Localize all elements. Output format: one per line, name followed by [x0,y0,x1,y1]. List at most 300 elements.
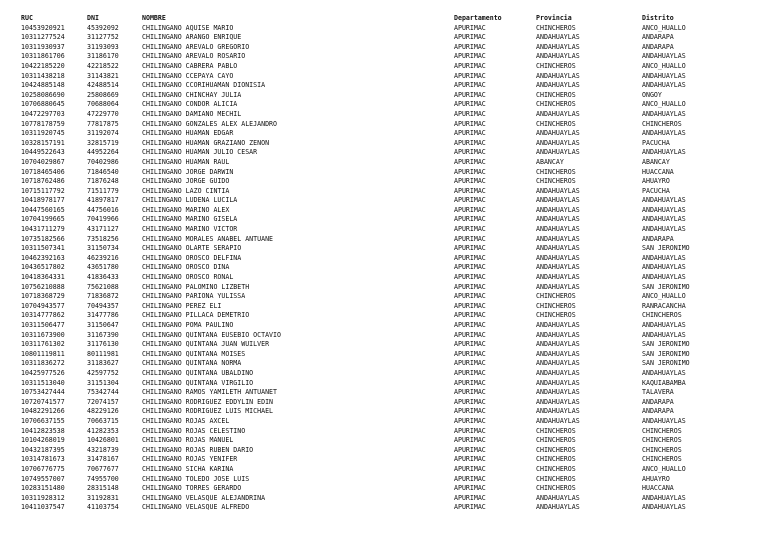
provincia-cell: ANDAHUAYLAS [536,225,580,234]
distrito-cell: ANDAHUAYLAS [642,109,686,118]
departamento-cell: APURIMAC [454,378,486,387]
distrito-cell: ANDAHUAYLAS [642,225,686,234]
nombre-cell: CHILINGANO POMA PAULINO [142,321,234,329]
nombre-cell: CHILINGANO CCEPAYA CAYO [142,71,234,80]
departamento-cell: APURIMAC [454,349,486,358]
distrito-cell: ANCO_HUALLO [642,100,686,109]
table-row [21,177,762,187]
provincia-cell: ANDAHUAYLAS [536,215,580,224]
provincia-cell: ANDAHUAYLAS [536,253,580,262]
departamento-cell: APURIMAC [454,205,486,214]
ruc-cell: 10704029867 [21,157,65,166]
distrito-cell: ANDAHUAYLAS [642,129,686,138]
table-row [21,91,762,101]
dni-cell: 41836433 [87,273,119,282]
ruc-cell: 10412823538 [21,426,65,435]
table-row [21,206,762,216]
header-distrito: Distrito [642,14,674,22]
nombre-cell: CHILINGANO CCORIHUAMAN DIONISIA [142,81,266,90]
ruc-cell: 10432187395 [21,445,65,454]
ruc-cell: 10718465406 [21,167,65,176]
distrito-cell: ANDARAPA [642,234,674,243]
departamento-cell: APURIMAC [454,311,486,320]
ruc-cell: 10311836272 [21,359,65,368]
table-row [21,62,762,72]
table-row [21,311,762,321]
nombre-cell: CHILINGANO CHINCHAY JULIA [142,90,242,99]
provincia-cell: CHINCHEROS [536,445,576,454]
table-row [21,158,762,168]
departamento-cell: APURIMAC [454,474,486,483]
departamento-cell: APURIMAC [454,100,486,109]
provincia-cell: CHINCHEROS [536,119,576,128]
nombre-cell: CHILINGANO RODRIGUEZ LUIS MICHAEL [142,407,274,416]
table-row [21,43,762,53]
departamento-cell: APURIMAC [454,282,486,291]
departamento-cell: APURIMAC [454,330,486,339]
distrito-cell: CHINCHEROS [642,311,682,320]
departamento-cell: APURIMAC [454,225,486,234]
dni-cell: 72074157 [87,397,119,406]
provincia-cell: ANDAHUAYLAS [536,234,580,243]
distrito-cell: ANDAHUAYLAS [642,215,686,224]
dni-cell: 42488514 [87,81,119,90]
dni-cell: 28315148 [87,484,119,493]
distrito-cell: ANDAHUAYLAS [642,493,686,502]
ruc-cell: 10411037547 [21,503,65,512]
ruc-cell: 10704199665 [21,215,65,224]
dni-cell: 31150647 [87,321,119,329]
distrito-cell: AHUAYRO [642,177,670,186]
nombre-cell: CHILINGANO SICHA KARINA [142,464,234,473]
distrito-cell: ANDAHUAYLAS [642,205,686,214]
distrito-cell: AHUAYRO [642,474,670,483]
dni-cell: 31176130 [87,340,119,349]
nombre-cell: CHILINGANO CABRERA PABLO [142,61,238,70]
departamento-cell: APURIMAC [454,503,486,512]
table-row [21,465,762,475]
departamento-cell: APURIMAC [454,388,486,397]
distrito-cell: ANDAHUAYLAS [642,273,686,282]
ruc-cell: 10311920745 [21,129,65,138]
dni-cell: 31143821 [87,71,119,80]
distrito-cell: ANDAHUAYLAS [642,503,686,512]
table-row [21,283,762,293]
dni-cell: 10426801 [87,436,119,445]
ruc-cell: 10482291266 [21,407,65,416]
departamento-cell: APURIMAC [454,177,486,186]
nombre-cell: CHILINGANO ROJAS YENIFER [142,455,238,464]
ruc-cell: 10447560165 [21,205,65,214]
ruc-cell: 10258086690 [21,90,65,99]
dni-cell: 70419966 [87,215,119,224]
distrito-cell: SAN JERONIMO [642,359,690,368]
departamento-cell: APURIMAC [454,436,486,445]
table-row [21,72,762,82]
provincia-cell: ANDAHUAYLAS [536,42,580,51]
provincia-cell: CHINCHEROS [536,61,576,70]
dni-cell: 32815719 [87,138,119,147]
table-row [21,359,762,369]
dni-cell: 31167390 [87,330,119,339]
provincia-cell: CHINCHEROS [536,90,576,99]
dni-cell: 43171127 [87,225,119,234]
nombre-cell: CHILINGANO HUAMAN JULIO CESAR [142,148,258,157]
nombre-cell: CHILINGANO QUINTANA NORMA [142,359,242,368]
provincia-cell: CHINCHEROS [536,464,576,473]
table-row [21,292,762,302]
table-row [21,417,762,427]
distrito-cell: SAN JERONIMO [642,340,690,349]
table-row [21,369,762,379]
table-row [21,475,762,485]
provincia-cell: ANDAHUAYLAS [536,416,580,425]
provincia-cell: CHINCHEROS [536,167,576,176]
header-provincia: Provincia [536,14,572,22]
provincia-cell: ANDAHUAYLAS [536,205,580,214]
departamento-cell: APURIMAC [454,455,486,464]
provincia-cell: ANDAHUAYLAS [536,503,580,512]
departamento-cell: APURIMAC [454,445,486,454]
provincia-cell: ANDAHUAYLAS [536,52,580,61]
provincia-cell: ANDAHUAYLAS [536,33,580,42]
provincia-cell: CHINCHEROS [536,455,576,464]
dni-cell: 31127752 [87,33,119,42]
dni-cell: 70677677 [87,464,119,473]
dni-cell: 71836872 [87,292,119,301]
distrito-cell: RANRACANCHA [642,301,686,310]
departamento-cell: APURIMAC [454,292,486,301]
distrito-cell: ANDAHUAYLAS [642,416,686,425]
departamento-cell: APURIMAC [454,253,486,262]
distrito-cell: CHINCHEROS [642,119,682,128]
table-row [21,436,762,446]
table-row [21,196,762,206]
provincia-cell: CHINCHEROS [536,484,576,493]
departamento-cell: APURIMAC [454,426,486,435]
departamento-cell: APURIMAC [454,157,486,166]
provincia-cell: CHINCHEROS [536,426,576,435]
departamento-cell: APURIMAC [454,416,486,425]
dni-cell: 31183627 [87,359,119,368]
departamento-cell: APURIMAC [454,397,486,406]
dni-cell: 44756016 [87,205,119,214]
departamento-cell: APURIMAC [454,263,486,272]
departamento-cell: APURIMAC [454,493,486,502]
provincia-cell: ANDAHUAYLAS [536,493,580,502]
provincia-cell: CHINCHEROS [536,301,576,310]
dni-cell: 75342744 [87,388,119,397]
table-row [21,187,762,197]
table-row [21,331,762,341]
ruc-cell: 10720741577 [21,397,65,406]
distrito-cell: ANDAHUAYLAS [642,263,686,272]
departamento-cell: APURIMAC [454,90,486,99]
distrito-cell: CHINCHEROS [642,426,682,435]
table-row [21,81,762,91]
dni-cell: 31193093 [87,42,119,51]
distrito-cell: ANDARAPA [642,407,674,416]
distrito-cell: ANDARAPA [642,397,674,406]
ruc-cell: 10418978177 [21,196,65,205]
ruc-cell: 10311513040 [21,378,65,387]
header-departamento: Departamento [454,14,502,22]
dni-cell: 31151304 [87,378,119,387]
nombre-cell: CHILINGANO ROJAS CELESTINO [142,426,246,435]
distrito-cell: HUACCANA [642,167,674,176]
table-row [21,225,762,235]
nombre-cell: CHILINGANO HUAMAN RAUL [142,157,230,166]
provincia-cell: ANDAHUAYLAS [536,263,580,272]
departamento-cell: APURIMAC [454,119,486,128]
ruc-table [21,14,762,513]
table-row [21,398,762,408]
nombre-cell: CHILINGANO VELASQUE ALEJANDRINA [142,493,266,502]
nombre-cell: CHILINGANO MARIÑO ALEX [142,205,230,214]
provincia-cell: ANDAHUAYLAS [536,368,580,377]
departamento-cell: APURIMAC [454,23,486,32]
ruc-cell: 10311861706 [21,52,65,61]
departamento-cell: APURIMAC [454,407,486,416]
table-row [21,388,762,398]
nombre-cell: CHILINGANO AREVALO ROSARIO [142,52,246,61]
header-row [21,14,762,24]
nombre-cell: CHILINGANO AREVALO GREGORIO [142,42,250,51]
nombre-cell: CHILINGANO PILLACA DEMETRIO [142,311,250,320]
departamento-cell: APURIMAC [454,484,486,493]
table-row [21,407,762,417]
nombre-cell: CHILINGANO MARIÑO GISELA [142,215,238,224]
dni-cell: 70402986 [87,157,119,166]
departamento-cell: APURIMAC [454,52,486,61]
nombre-cell: CHILINGANO AQUISE MARIO [142,23,234,32]
distrito-cell: SAN JERONIMO [642,244,690,253]
distrito-cell: ANDAHUAYLAS [642,148,686,157]
departamento-cell: APURIMAC [454,321,486,329]
table-row [21,244,762,254]
table-row [21,446,762,456]
departamento-cell: APURIMAC [454,71,486,80]
nombre-cell: CHILINGANO OROSCO DELFINA [142,253,242,262]
provincia-cell: ANDAHUAYLAS [536,109,580,118]
departamento-cell: APURIMAC [454,186,486,195]
ruc-cell: 10704943577 [21,301,65,310]
departamento-cell: APURIMAC [454,148,486,157]
ruc-cell: 10311761302 [21,340,65,349]
table-row [21,254,762,264]
nombre-cell: CHILINGANO LAZO CINTIA [142,186,230,195]
provincia-cell: ANDAHUAYLAS [536,273,580,282]
distrito-cell: PACUCHA [642,186,670,195]
dni-cell: 31477786 [87,311,119,320]
table-row [21,120,762,130]
table-row [21,100,762,110]
nombre-cell: CHILINGANO TORRES GERARDO [142,484,242,493]
table-row [21,379,762,389]
provincia-cell: CHINCHEROS [536,311,576,320]
distrito-cell: ANCO_HUALLO [642,61,686,70]
departamento-cell: APURIMAC [454,273,486,282]
table-row [21,129,762,139]
departamento-cell: APURIMAC [454,244,486,253]
ruc-cell: 10311930937 [21,42,65,51]
departamento-cell: APURIMAC [454,368,486,377]
nombre-cell: CHILINGANO PALOMINO LIZBETH [142,282,250,291]
nombre-cell: CHILINGANO TOLEDO JOSE LUIS [142,474,250,483]
distrito-cell: ANDAHUAYLAS [642,368,686,377]
provincia-cell: CHINCHEROS [536,23,576,32]
dni-cell: 70494357 [87,301,119,310]
ruc-cell: 10756210888 [21,282,65,291]
ruc-cell: 10311507341 [21,244,65,253]
nombre-cell: CHILINGANO PEREZ ELI [142,301,222,310]
ruc-cell: 10753427444 [21,388,65,397]
nombre-cell: CHILINGANO QUINTANA UBALDINO [142,368,254,377]
departamento-cell: APURIMAC [454,109,486,118]
dni-cell: 71876248 [87,177,119,186]
dni-cell: 70688064 [87,100,119,109]
distrito-cell: ANDAHUAYLAS [642,52,686,61]
table-row [21,168,762,178]
distrito-cell: ANDAHUAYLAS [642,321,686,329]
provincia-cell: ANDAHUAYLAS [536,148,580,157]
ruc-cell: 10422185220 [21,61,65,70]
departamento-cell: APURIMAC [454,61,486,70]
nombre-cell: CHILINGANO ROJAS AXCEL [142,416,230,425]
provincia-cell: ANDAHUAYLAS [536,359,580,368]
ruc-cell: 10706880645 [21,100,65,109]
departamento-cell: APURIMAC [454,215,486,224]
nombre-cell: CHILINGANO QUINTANA EUSEBIO OCTAVIO [142,330,281,339]
table-row [21,33,762,43]
provincia-cell: ANDAHUAYLAS [536,330,580,339]
dni-cell: 41282353 [87,426,119,435]
table-row [21,302,762,312]
table-row [21,494,762,504]
ruc-cell: 10104268019 [21,436,65,445]
nombre-cell: CHILINGANO OROSCO RONAL [142,273,234,282]
dni-cell: 25808669 [87,90,119,99]
provincia-cell: ANDAHUAYLAS [536,407,580,416]
distrito-cell: ABANCAY [642,157,670,166]
dni-cell: 42597752 [87,368,119,377]
nombre-cell: CHILINGANO RAMOS YAMILETH ANTUANET [142,388,277,397]
ruc-cell: 10311673900 [21,330,65,339]
distrito-cell: ANDAHUAYLAS [642,196,686,205]
table-row [21,263,762,273]
dni-cell: 74955700 [87,474,119,483]
provincia-cell: CHINCHEROS [536,177,576,186]
ruc-cell: 10418364331 [21,273,65,282]
table-row [21,455,762,465]
distrito-cell: ONGOY [642,90,662,99]
departamento-cell: APURIMAC [454,340,486,349]
table-row [21,484,762,494]
nombre-cell: CHILINGANO JORGE DARWIN [142,167,234,176]
ruc-cell: 10311928312 [21,493,65,502]
departamento-cell: APURIMAC [454,138,486,147]
departamento-cell: APURIMAC [454,42,486,51]
dni-cell: 31478167 [87,455,119,464]
dni-cell: 43651780 [87,263,119,272]
distrito-cell: PACUCHA [642,138,670,147]
distrito-cell: ANDAHUAYLAS [642,253,686,262]
nombre-cell: CHILINGANO GONZALES ALEX ALEJANDRO [142,119,277,128]
table-row [21,273,762,283]
dni-cell: 31192074 [87,129,119,138]
dni-cell: 70663715 [87,416,119,425]
dni-cell: 71511779 [87,186,119,195]
dni-cell: 46239216 [87,253,119,262]
provincia-cell: ANDAHUAYLAS [536,81,580,90]
dni-cell: 48229126 [87,407,119,416]
ruc-cell: 10449522643 [21,148,65,157]
nombre-cell: CHILINGANO HUAMAN GRAZIANO ZENON [142,138,270,147]
nombre-cell: CHILINGANO CONDOR ALICIA [142,100,238,109]
ruc-cell: 10311277524 [21,33,65,42]
nombre-cell: CHILINGANO VELASQUE ALFREDO [142,503,250,512]
table-row [21,427,762,437]
dni-cell: 31186170 [87,52,119,61]
provincia-cell: ANDAHUAYLAS [536,349,580,358]
dni-cell: 31192831 [87,493,119,502]
dni-cell: 31150734 [87,244,119,253]
provincia-cell: ANDAHUAYLAS [536,244,580,253]
provincia-cell: ANDAHUAYLAS [536,138,580,147]
provincia-cell: CHINCHEROS [536,474,576,483]
ruc-cell: 10735182566 [21,234,65,243]
dni-cell: 77817875 [87,119,119,128]
departamento-cell: APURIMAC [454,359,486,368]
header-dni: DNI [87,14,99,22]
table-row [21,503,762,513]
distrito-cell: SAN JERONIMO [642,282,690,291]
provincia-cell: ANDAHUAYLAS [536,397,580,406]
table-row [21,24,762,34]
ruc-cell: 10718762486 [21,177,65,186]
ruc-cell: 10462392163 [21,253,65,262]
table-row [21,350,762,360]
ruc-cell: 10706637155 [21,416,65,425]
departamento-cell: APURIMAC [454,129,486,138]
distrito-cell: SAN JERONIMO [642,349,690,358]
ruc-cell: 10715117792 [21,186,65,195]
ruc-cell: 10749557007 [21,474,65,483]
ruc-cell: 10314781673 [21,455,65,464]
distrito-cell: CHINCHEROS [642,436,682,445]
ruc-cell: 10453920921 [21,23,65,32]
distrito-cell: ANCO_HUALLO [642,23,686,32]
provincia-cell: ANDAHUAYLAS [536,321,580,329]
provincia-cell: CHINCHEROS [536,292,576,301]
table-row [21,340,762,350]
table-row [21,110,762,120]
ruc-cell: 10778178759 [21,119,65,128]
nombre-cell: CHILINGANO JORGE GUIDO [142,177,230,186]
nombre-cell: CHILINGANO PARIONA YULISSA [142,292,246,301]
nombre-cell: CHILINGANO QUINTANA JUAN WUILVER [142,340,270,349]
nombre-cell: CHILINGANO QUINTANA VIRGILIO [142,378,254,387]
distrito-cell: ANDAHUAYLAS [642,71,686,80]
nombre-cell: CHILINGANO OROSCO DINA [142,263,230,272]
ruc-cell: 10718368729 [21,292,65,301]
nombre-cell: CHILINGANO OLARTE SERAPIO [142,244,242,253]
nombre-cell: CHILINGANO LUDEÑA LUCILA [142,196,238,205]
dni-cell: 41103754 [87,503,119,512]
distrito-cell: TALAVERA [642,388,674,397]
ruc-cell: 10314777862 [21,311,65,320]
dni-cell: 71846540 [87,167,119,176]
